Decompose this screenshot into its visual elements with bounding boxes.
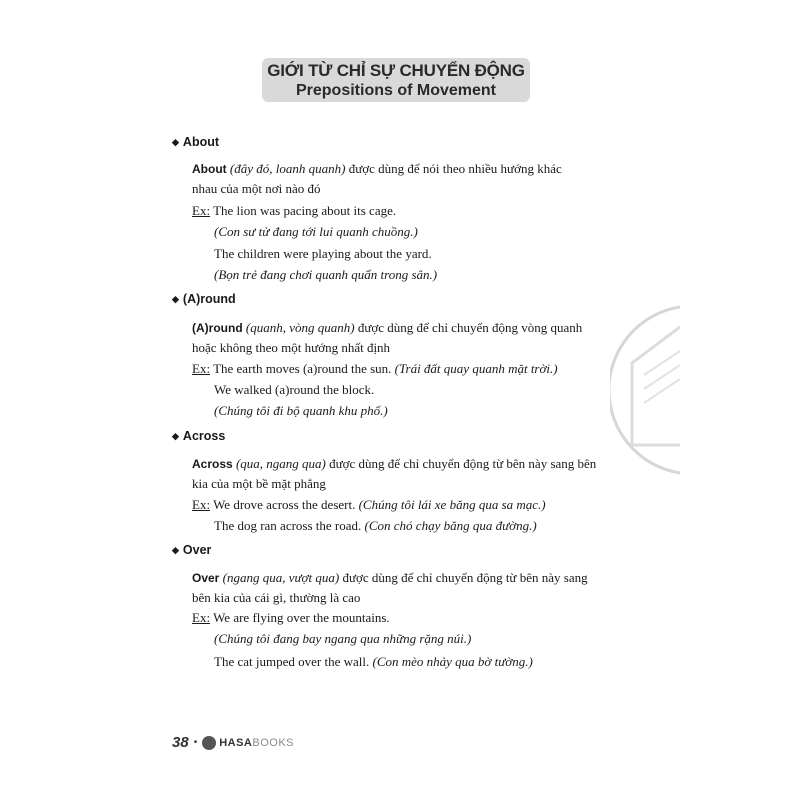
example-translation: (Chúng tôi lái xe băng qua sa mạc.) xyxy=(358,497,546,512)
example-english: The children were playing about the yard. xyxy=(214,246,432,261)
term: Over xyxy=(192,571,220,585)
description-text: được dùng để chỉ chuyển động từ bên này sang bên xyxy=(325,456,597,471)
section-description xyxy=(192,318,612,358)
term: Across xyxy=(192,457,233,471)
section-description xyxy=(192,568,612,608)
brand-name xyxy=(219,737,294,749)
section-description xyxy=(192,454,612,494)
section-heading-label: (A)round xyxy=(182,292,236,306)
section-heading-about xyxy=(172,135,219,149)
description-text: được dùng để chỉ chuyển động vòng quanh xyxy=(354,320,583,335)
brand-light: BOOKS xyxy=(252,736,294,749)
footer-bullet: • xyxy=(193,737,198,748)
example-translation: (Trái đất quay quanh mặt trời.) xyxy=(394,361,558,376)
section-heading-around xyxy=(172,292,236,306)
hasabooks-logo-icon xyxy=(202,736,216,750)
example-translation: (Con mèo nhảy qua bờ tường.) xyxy=(372,654,533,669)
example-label: Ex: xyxy=(192,610,211,625)
example-english: The lion was pacing about its cage. xyxy=(213,203,397,218)
example-label: Ex: xyxy=(192,361,211,376)
section-heading-label: Across xyxy=(182,429,226,443)
diamond-bullet-icon: ◆ xyxy=(172,294,179,304)
example-english: The dog ran across the road. xyxy=(214,518,362,533)
brand-bold: HASA xyxy=(219,736,253,749)
term-gloss: (đây đó, loanh quanh) xyxy=(229,161,346,176)
example-translation: (Chúng tôi đang bay ngang qua những rặng núi.) xyxy=(214,631,472,646)
example-translation: (Chúng tôi đi bộ quanh khu phố.) xyxy=(214,403,388,418)
section-heading-label: About xyxy=(182,135,220,149)
example-line xyxy=(192,203,396,219)
diamond-bullet-icon: ◆ xyxy=(172,545,179,555)
watermark-logo-icon xyxy=(610,305,680,475)
page-title-box xyxy=(262,58,530,102)
example-english: We drove across the desert. xyxy=(213,497,356,512)
example-translation: (Bọn trẻ đang chơi quanh quẩn trong sân.) xyxy=(214,267,438,282)
description-text: được dùng để chỉ chuyển động từ bên này sang xyxy=(339,570,588,585)
diamond-bullet-icon: ◆ xyxy=(172,137,179,147)
example-label: Ex: xyxy=(192,497,211,512)
term-gloss: (qua, ngang qua) xyxy=(235,456,326,471)
diamond-bullet-icon: ◆ xyxy=(172,431,179,441)
term: About xyxy=(192,162,227,176)
term: (A)round xyxy=(192,321,243,335)
example-line xyxy=(214,518,537,534)
term-gloss: (ngang qua, vượt qua) xyxy=(222,570,340,585)
example-english: We are flying over the mountains. xyxy=(213,610,390,625)
description-text: nhau của một nơi nào đó xyxy=(192,181,321,196)
page-title-vietnamese: GIỚI TỪ CHỈ SỰ CHUYỂN ĐỘNG xyxy=(267,61,525,80)
section-description xyxy=(192,159,612,199)
example-label: Ex: xyxy=(192,203,211,218)
description-text: bên kia của cái gì, thường là cao xyxy=(192,590,361,605)
example-line xyxy=(192,610,390,626)
description-text: được dùng để nói theo nhiều hướng khác xyxy=(345,161,562,176)
example-line xyxy=(214,654,533,670)
description-text: hoặc không theo một hướng nhất định xyxy=(192,340,391,355)
page-title-english: Prepositions of Movement xyxy=(295,82,497,99)
example-translation: (Con sư tử đang tới lui quanh chuồng.) xyxy=(214,224,418,239)
page-footer xyxy=(172,734,294,751)
example-line xyxy=(192,497,546,513)
section-heading-across xyxy=(172,429,225,443)
page-number: 38 xyxy=(172,734,189,751)
example-english: The cat jumped over the wall. xyxy=(214,654,370,669)
example-translation: (Con chó chạy băng qua đường.) xyxy=(364,518,537,533)
description-text: kia của một bề mặt phẳng xyxy=(192,476,326,491)
section-heading-over xyxy=(172,543,211,557)
term-gloss: (quanh, vòng quanh) xyxy=(245,320,355,335)
example-line xyxy=(192,361,558,377)
section-heading-label: Over xyxy=(182,543,212,557)
example-english: We walked (a)round the block. xyxy=(214,382,375,397)
example-english: The earth moves (a)round the sun. xyxy=(213,361,392,376)
